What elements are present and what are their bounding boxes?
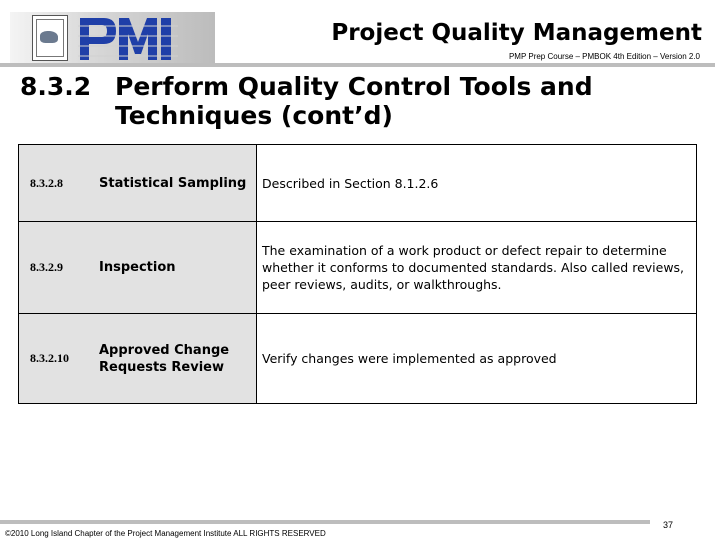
technique-description: Verify changes were implemented as approved (262, 351, 557, 366)
technique-name: Approved Change Requests Review (99, 314, 257, 404)
table-row (19, 314, 697, 404)
section-title: Perform Quality Control Tools and Techniques (cont’d) (115, 72, 593, 130)
technique-description: The examination of a work product or defect repair to determine whether it conforms to documented standards. Also called reviews, peer reviews, audits, or walkthroughs. (262, 243, 685, 292)
page-title: Project Quality Management (331, 20, 702, 46)
copyright-notice: ©2010 Long Island Chapter of the Project Management Institute ALL RIGHTS RESERVED (5, 529, 326, 538)
technique-number: 8.3.2.10 (19, 314, 100, 404)
techniques-table (18, 144, 697, 404)
header-logo-banner (10, 12, 215, 64)
pmi-logo (78, 16, 196, 62)
course-subtitle: PMP Prep Course – PMBOK 4th Edition – Version 2.0 (508, 52, 700, 61)
technique-number: 8.3.2.9 (19, 222, 100, 314)
header-divider (0, 63, 715, 67)
chapter-seal-logo (32, 15, 68, 61)
pmi-logo-graphic (78, 16, 196, 62)
table-row (19, 222, 697, 314)
technique-name: Statistical Sampling (99, 145, 257, 222)
table-row (19, 145, 697, 222)
section-number: 8.3.2 (20, 72, 92, 101)
footer-divider (0, 520, 650, 524)
technique-description: Described in Section 8.1.2.6 (262, 175, 439, 191)
page-number: 37 (663, 520, 674, 530)
technique-name: Inspection (99, 222, 257, 314)
buffalo-icon (40, 31, 58, 43)
technique-number: 8.3.2.8 (19, 145, 100, 222)
